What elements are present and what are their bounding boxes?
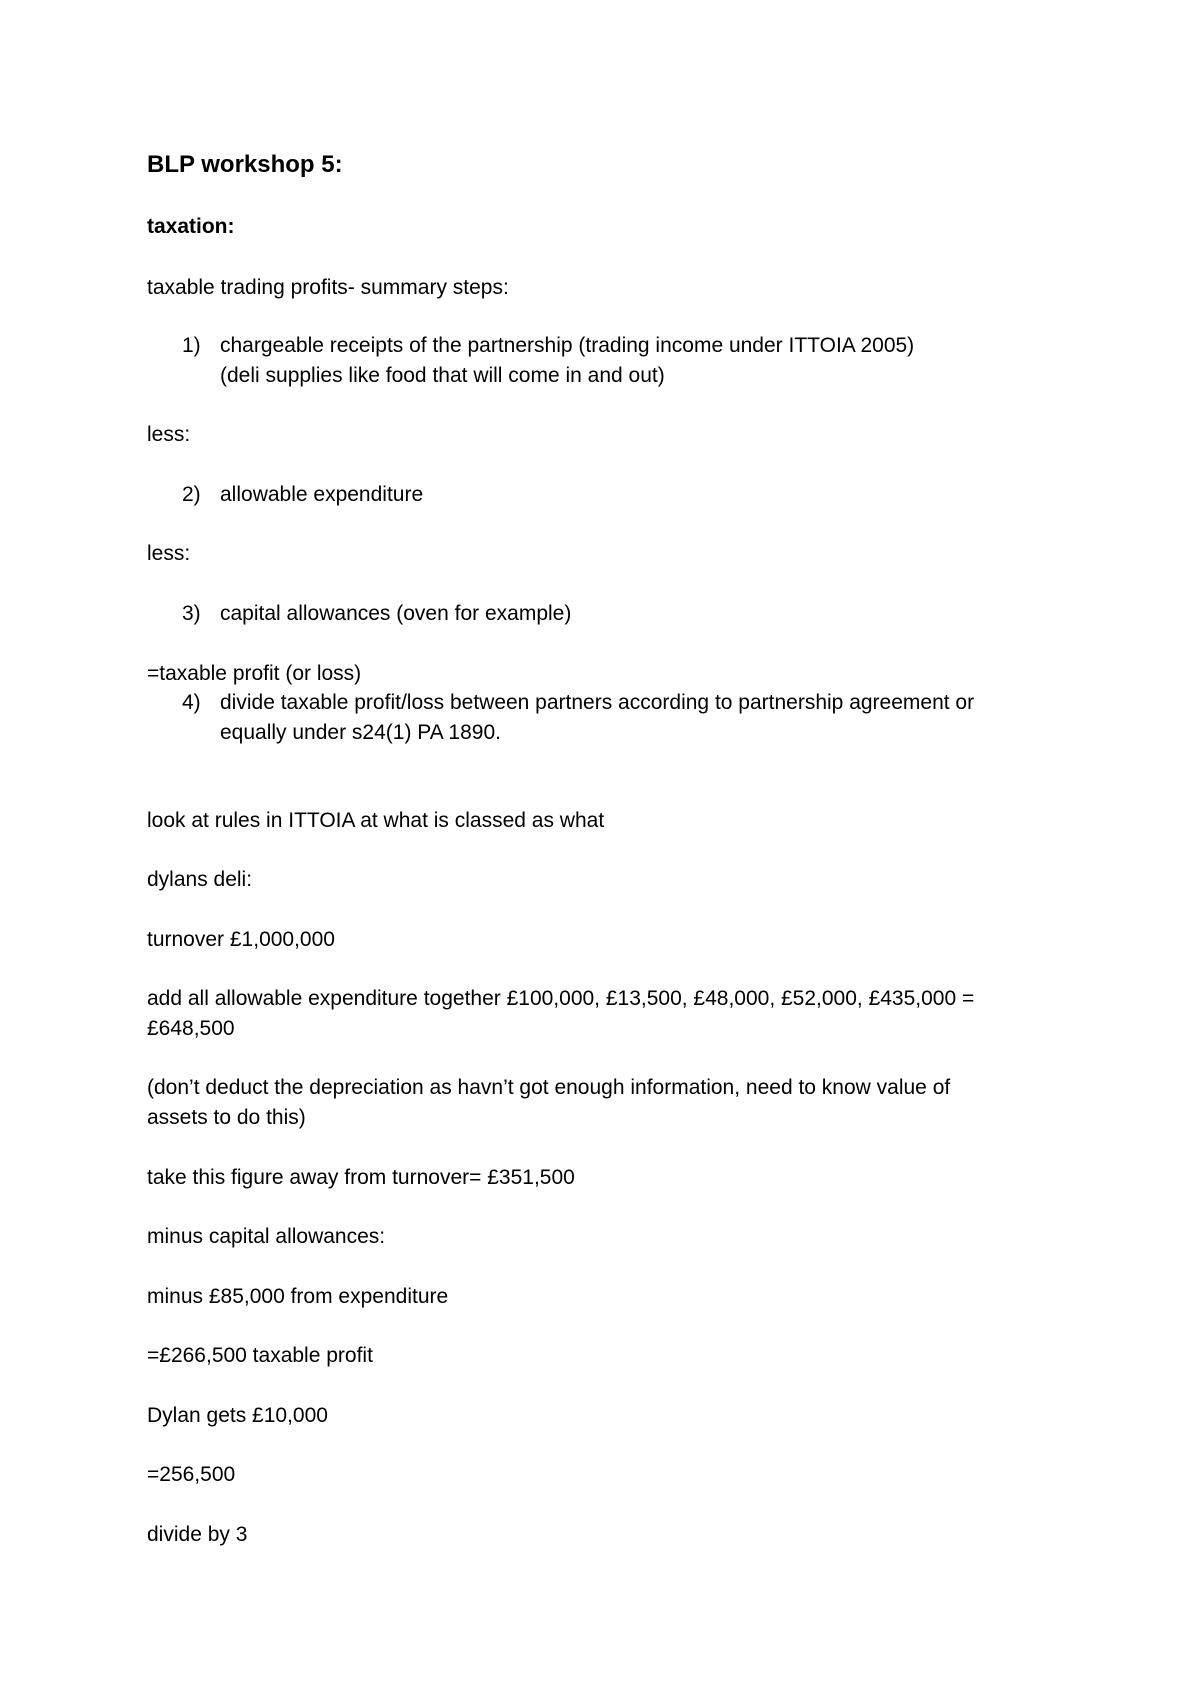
take-away-text: take this figure away from turnover= £351,500 [147, 1166, 575, 1189]
remaining-value: =256,500 [147, 1463, 236, 1486]
step-4-line-1: divide taxable profit/loss between partners according to partnership agreement or [220, 691, 975, 714]
depreciation-note-line-1: (don’t deduct the depreciation as havn’t got enough information, need to know value of [147, 1076, 951, 1099]
divide-by-text: divide by 3 [147, 1523, 248, 1546]
intro-text: taxable trading profits- summary steps: [147, 276, 509, 299]
less-label-2: less: [147, 542, 191, 565]
section-heading-taxation: taxation: [147, 215, 235, 238]
rules-note: look at rules in ITTOIA at what is classed as what [147, 809, 605, 832]
turnover-text: turnover £1,000,000 [147, 928, 335, 951]
step-number-3: 3) [182, 602, 201, 625]
dylan-gets-text: Dylan gets £10,000 [147, 1404, 328, 1427]
step-2-line-1: allowable expenditure [220, 483, 424, 506]
minus-85000-text: minus £85,000 from expenditure [147, 1285, 449, 1308]
case-title: dylans deli: [147, 868, 253, 891]
less-label-1: less: [147, 423, 191, 446]
allowable-expenditure-line-2: £648,500 [147, 1017, 235, 1040]
step-number-2: 2) [182, 483, 201, 506]
step-1-line-2: (deli supplies like food that will come in and out) [220, 364, 665, 387]
step-number-1: 1) [182, 334, 201, 357]
allowable-expenditure-line-1: add all allowable expenditure together £100,000, £13,500, £48,000, £52,000, £435,000 = [147, 987, 975, 1010]
step-4-line-2: equally under s24(1) PA 1890. [220, 721, 501, 744]
step-1-line-1: chargeable receipts of the partnership (trading income under ITTOIA 2005) [220, 334, 915, 357]
taxable-profit-label: =taxable profit (or loss) [147, 662, 362, 685]
depreciation-note-line-2: assets to do this) [147, 1106, 306, 1129]
document-title: BLP workshop 5: [147, 151, 343, 178]
step-3-line-1: capital allowances (oven for example) [220, 602, 572, 625]
step-number-4: 4) [182, 691, 201, 714]
taxable-profit-value: =£266,500 taxable profit [147, 1344, 373, 1367]
minus-capital-allowances: minus capital allowances: [147, 1225, 386, 1248]
